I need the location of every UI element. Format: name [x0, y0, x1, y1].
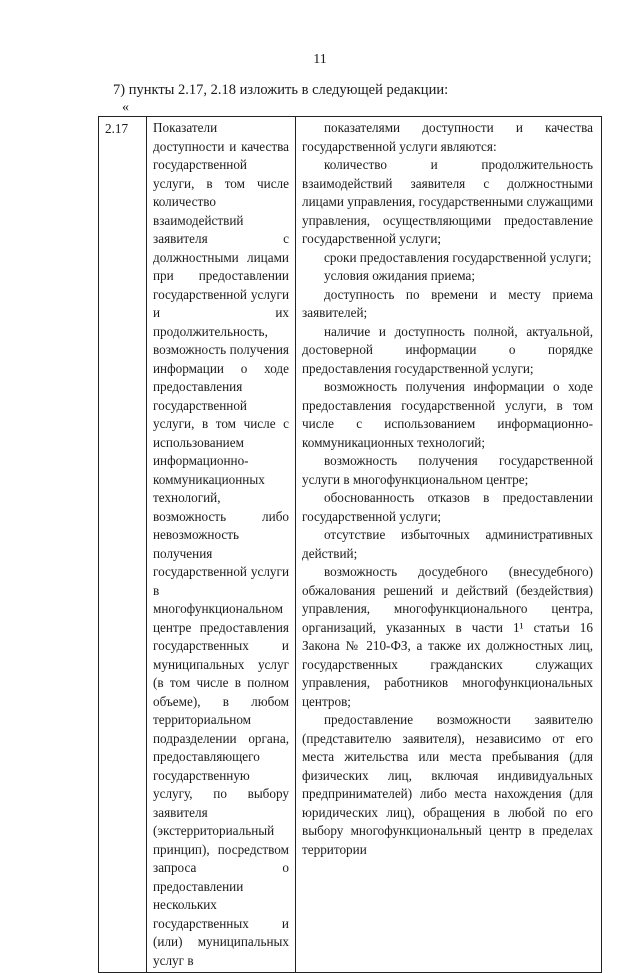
content-paragraph: количество и продолжительность взаимодействий заявителя с должностными лицами управления, государственными служащими управления, осуществляющими предоставление государственной услуги;	[302, 157, 593, 246]
content-paragraph: показателями доступности и качества государственной услуги являются:	[302, 120, 593, 154]
content-paragraph: доступность по времени и месту приема заявителей;	[302, 286, 593, 320]
amendment-intro: 7) пункты 2.17, 2.18 изложить в следующей редакции:	[113, 82, 449, 98]
indicator-content	[296, 117, 602, 973]
indicator-name: Показатели доступности и качества государственной услуги, в том числе количество взаимодействий заявителя с должностными лицами при предоставлении государственной услуги и их продолжительность, возможность получения информации о ходе предоставления государственной услуги, в том числе с использованием информационно-коммуникационных технологий, возможность либо невозможность получения государственной услуги в многофункциональном центре предоставления государственных и муниципальных услуг (в том числе в полном объеме), в любом территориальном подразделении органа, предоставляющего государственную услугу, по выбору заявителя (экстерриториальный принцип), посредством запроса о предоставлении нескольких государственных и (или) муниципальных услуг в	[147, 117, 296, 973]
content-paragraph: возможность досудебного (внесудебного) обжалования решений и действий (бездействия) управления, многофункционального центра, организаций, указанных в части 1¹ статьи 16 Закона № 210-ФЗ, а также их должностных лиц, государственных гражданских служащих управления, работников многофункциональных центров;	[302, 564, 593, 709]
content-paragraph: возможность получения государственной услуги в многофункциональном центре;	[302, 453, 593, 487]
content-paragraph: сроки предоставления государственной услуги;	[324, 249, 592, 265]
table-row	[99, 117, 602, 973]
content-paragraph: обоснованность отказов в предоставлении государственной услуги;	[302, 490, 593, 524]
opening-quote: «	[122, 100, 129, 115]
regulation-table	[98, 116, 602, 973]
content-paragraph: отсутствие избыточных административных действий;	[302, 527, 593, 561]
page-number: 11	[313, 52, 327, 67]
content-paragraph: возможность получения информации о ходе предоставления государственной услуги, в том числе с использованием информационно-коммуникационных технологий;	[302, 379, 593, 450]
content-paragraph: предоставление возможности заявителю (представителю заявителя), независимо от его места жительства или места пребывания (для физических лиц, включая индивидуальных предпринимателей) либо места нахождения (для юридических лиц), обращения в любой по его выбору многофункциональный центр в пределах территории	[302, 712, 593, 857]
content-paragraph: наличие и доступность полной, актуальной, достоверной информации о порядке предоставления государственной услуги;	[302, 323, 593, 376]
row-number: 2.17	[99, 117, 147, 973]
content-paragraph: условия ожидания приема;	[324, 268, 476, 283]
